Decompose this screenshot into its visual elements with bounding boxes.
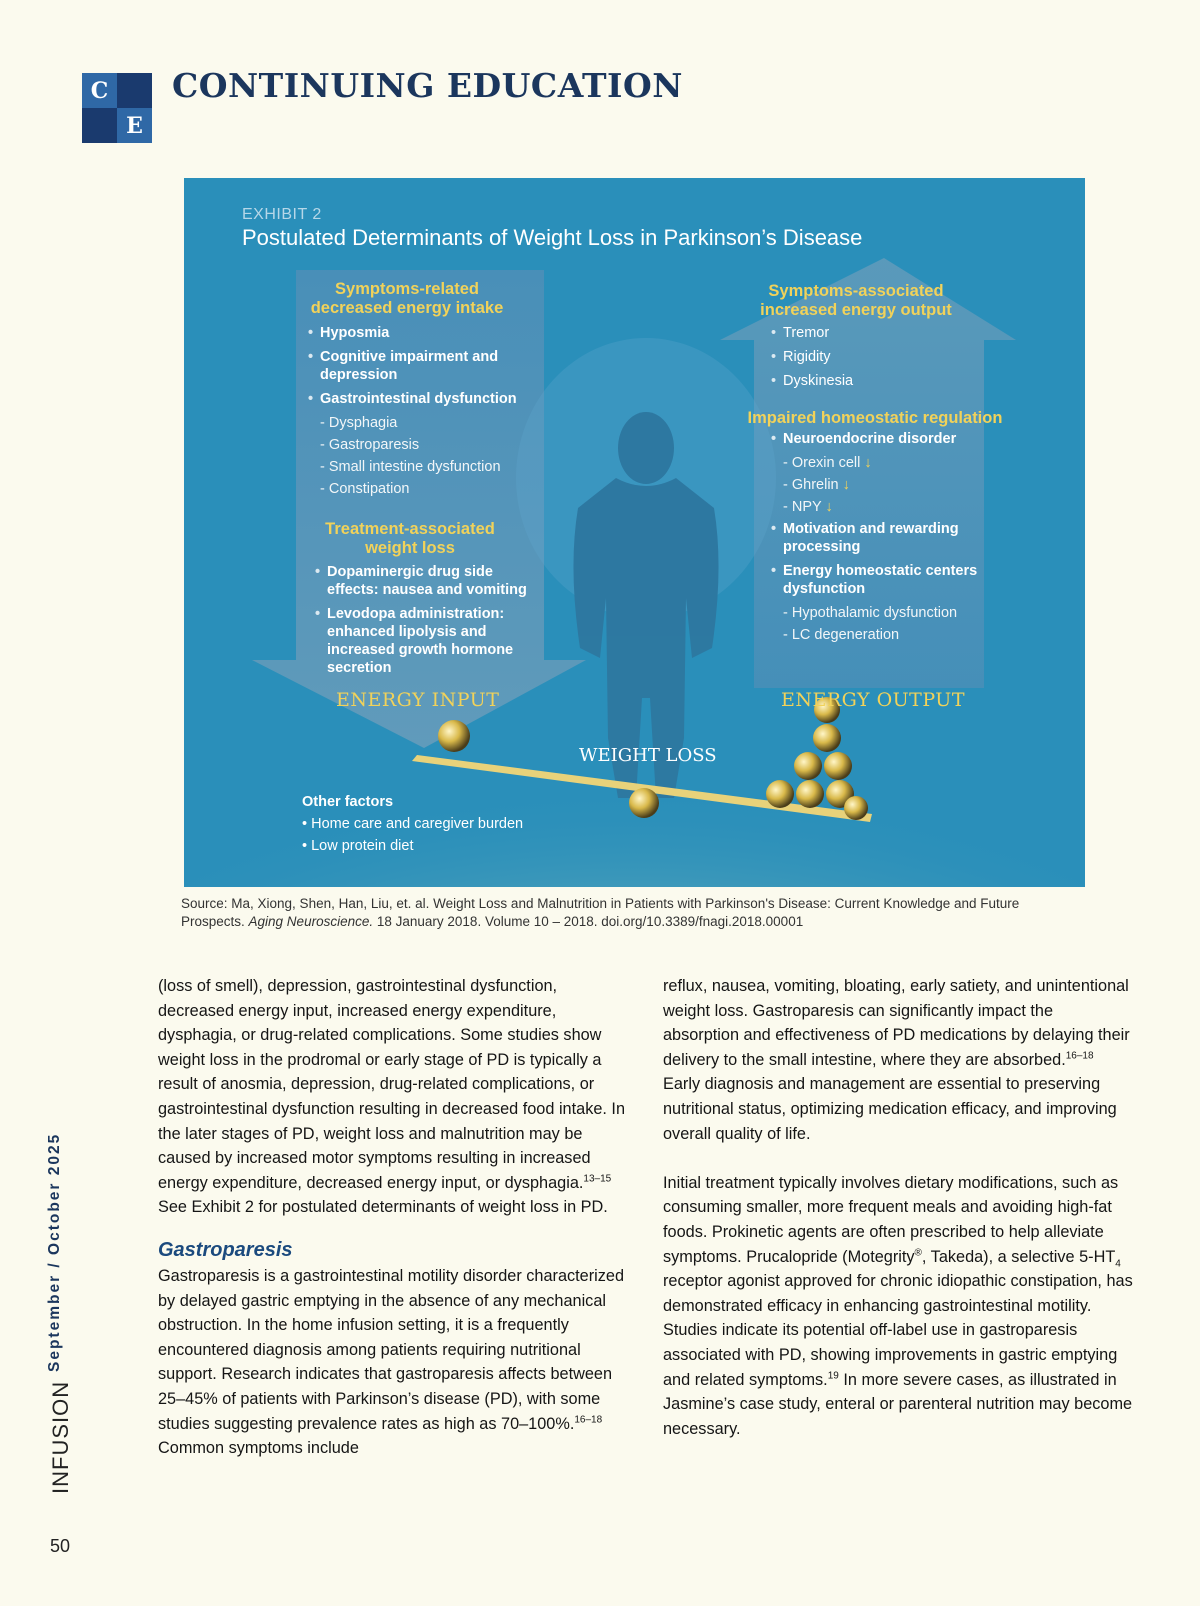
paragraph [663, 974, 1133, 1146]
other-factor-text: Home care and caregiver burden [311, 816, 524, 832]
subitem-text: - Orexin cell [783, 455, 861, 471]
homeostatic-heading: Impaired homeostatic regulation [747, 409, 1003, 427]
down-arrow-icon: ↓ [842, 477, 850, 493]
exhibit-figure [184, 178, 1085, 887]
paragraph [663, 1171, 1133, 1442]
seesaw-fulcrum-ball [629, 788, 659, 818]
list-item: • Hyposmia [308, 324, 538, 342]
paragraph-text: (loss of smell), depression, gastrointestinal dysfunction, decreased energy input, increased energy expenditure, dysphagia, or drug-related complications. Some studies show weight loss in the prodromal or early stage of PD is typically a result of anosmia, depression, drug-related complications, or gastrointestinal dysfunction resulting in decreased food intake. In the later stages of PD, weight loss and malnutrition may be caused by increased motor symptoms resulting in increased energy expenditure, decreased energy input, or dysphagia. [158, 977, 626, 1192]
citation: 16–18 [574, 1414, 603, 1426]
treatment-heading: Treatment-associated weight loss [325, 520, 495, 557]
intake-heading: Symptoms-related decreased energy intake [310, 280, 504, 317]
down-arrow-icon: ↓ [825, 499, 833, 515]
output-heading: Symptoms-associated increased energy output [760, 282, 952, 319]
list-subitem: - Constipation [320, 481, 410, 497]
down-arrow-icon: ↓ [864, 455, 872, 471]
list-subitem: - Dysphagia [320, 415, 398, 431]
paragraph-text: See Exhibit 2 for postulated determinants of weight loss in PD. [158, 1198, 608, 1217]
ce-logo [82, 73, 152, 143]
list-subitem [771, 454, 1001, 472]
body-column-left [158, 974, 628, 1461]
intake-list [308, 324, 538, 502]
logo-block [117, 73, 152, 108]
list-item: • Tremor [771, 324, 971, 342]
treatment-list [315, 563, 540, 683]
subheading-gastroparesis: Gastroparesis [158, 1238, 293, 1261]
other-factor-text: Low protein diet [311, 838, 414, 854]
paragraph-text: Common symptoms include [158, 1439, 359, 1458]
list-item: • Dopaminergic drug side effects: nausea and vomiting [315, 563, 540, 599]
subitem-text: - Ghrelin [783, 477, 839, 493]
list-item: • Motivation and rewarding processing [771, 520, 1001, 556]
paragraph-text: Early diagnosis and management are essential to preserving nutritional status, optimizing medication efficacy, and improving overall quality of life. [663, 1075, 1117, 1143]
subscript: 4 [1115, 1257, 1121, 1269]
paragraph-text: Initial treatment typically involves dietary modifications, such as consuming smaller, more frequent meals and avoiding high-fat foods. Prokinetic agents are often prescribed to help alleviate symptoms. Prucalopride (Motegrity [663, 1173, 1119, 1266]
list-item: • Cognitive impairment and depression [308, 348, 538, 384]
paragraph-text: In more severe cases, as illustrated in Jasmine’s case study, enteral or parenteral nutrition may become necessary. [663, 1370, 1133, 1438]
paragraph [158, 974, 628, 1220]
list-subitem: - Small intestine dysfunction [320, 459, 501, 475]
issue-date: September / October 2025 [46, 1132, 63, 1372]
list-subitem: - LC degeneration [783, 627, 900, 643]
citation: 19 [827, 1370, 839, 1382]
magazine-brand: INFUSION [48, 1380, 73, 1494]
paragraph-text: reflux, nausea, vomiting, bloating, early satiety, and unintentional weight loss. Gastroparesis can significantly impact the absorption and effectiveness of PD medications by delaying their delivery to the small intestine, where they are absorbed. [663, 977, 1130, 1069]
other-factor-item: • Low protein diet [302, 838, 414, 854]
exhibit-source [181, 895, 1041, 931]
exhibit-label: EXHIBIT 2 [242, 206, 322, 223]
subitem-text: - NPY [783, 499, 822, 515]
source-journal: Aging Neuroscience. [248, 914, 374, 929]
paragraph [158, 1264, 628, 1461]
other-factors-heading: Other factors [302, 794, 394, 810]
input-ball [438, 720, 470, 752]
logo-block [82, 108, 117, 143]
source-text: 18 January 2018. Volume 10 – 2018. doi.org/10.3389/fnagi.2018.00001 [373, 914, 804, 929]
registered-mark: ® [914, 1247, 922, 1259]
list-item: • Rigidity [771, 348, 971, 366]
list-subitem: - Hypothalamic dysfunction [783, 605, 958, 621]
weight-loss-label: WEIGHT LOSS [579, 745, 717, 766]
section-title: CONTINUING EDUCATION [172, 66, 683, 105]
logo-letter-e: E [117, 108, 152, 143]
paragraph-text: , Takeda), a selective 5-HT [921, 1247, 1116, 1266]
logo-letter-c: C [82, 73, 117, 108]
list-item: • Gastrointestinal dysfunction [308, 390, 538, 408]
energy-input-label: ENERGY INPUT [336, 689, 500, 711]
paragraph-text: Gastroparesis is a gastrointestinal motility disorder characterized by delayed gastric emptying in the absence of any mechanical obstruction. In the home infusion setting, it is a frequently encountered diagnosis among patients requiring nutritional support. Research indicates that gastroparesis affects between 25–45% of patients with Parkinson’s disease (PD), with some studies suggesting prevalence rates as high as 70–100%. [158, 1266, 625, 1433]
citation: 13–15 [583, 1173, 612, 1185]
paragraph-text: receptor agonist approved for chronic idiopathic constipation, has demonstrated efficacy in enhancing gastrointestinal motility. Studies indicate its potential off-label use in gastroparesis associated with PD, showing improvements in gastric emptying and related symptoms. [663, 1272, 1133, 1389]
list-subitem [771, 476, 1001, 494]
list-subitem: - Gastroparesis [320, 437, 420, 453]
list-item: • Levodopa administration: enhanced lipolysis and increased growth hormone secretion [315, 605, 540, 677]
list-subitem [771, 498, 1001, 516]
body-column-right [663, 974, 1133, 1441]
page-number: 50 [50, 1536, 71, 1556]
list-item: • Energy homeostatic centers dysfunction [771, 562, 1001, 598]
list-item: • Dyskinesia [771, 372, 971, 390]
exhibit-title: Postulated Determinants of Weight Loss in Parkinson’s Disease [242, 225, 863, 250]
homeostatic-list [771, 430, 1001, 648]
citation: 16–18 [1065, 1050, 1094, 1062]
energy-output-label: ENERGY OUTPUT [781, 689, 965, 711]
other-factor-item: • Home care and caregiver burden [302, 816, 524, 832]
list-item: • Neuroendocrine disorder [771, 430, 1001, 448]
source-text: Source: Ma, Xiong, Shen, Han, Liu, et. al. Weight Loss and Malnutrition in Patients with Parkinson's Disease: Current Knowledge and Future Prospects. [181, 896, 1020, 929]
output-list [771, 324, 971, 396]
other-factors [302, 791, 523, 857]
